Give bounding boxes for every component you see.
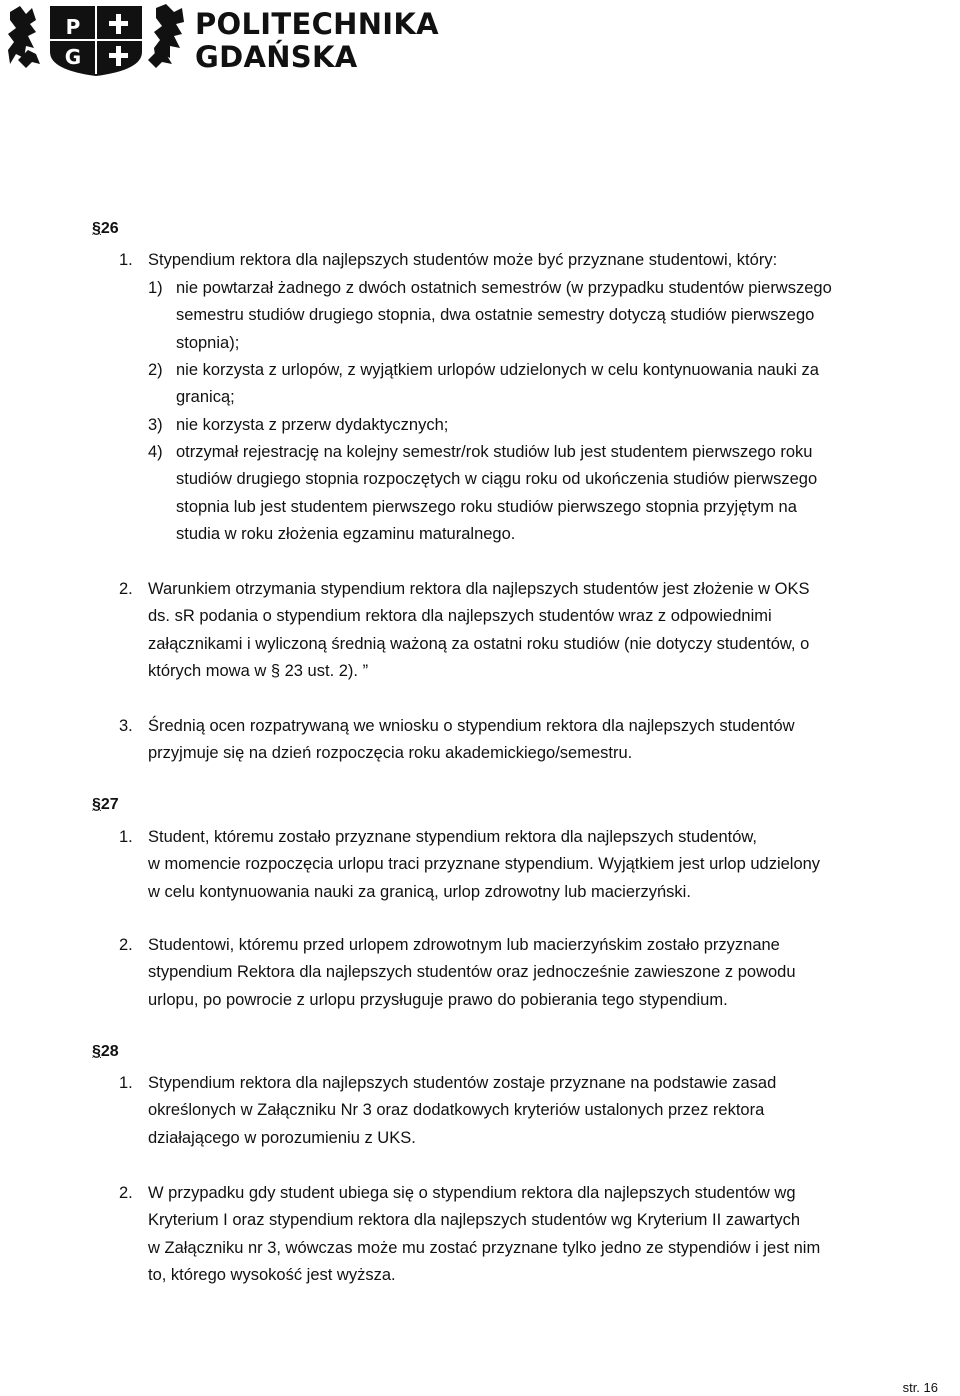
point-text-line: Studentowi, któremu przed urlopem zdrowotnym lub macierzyńskim zostało przyznane: [148, 936, 780, 954]
point-number: 1.: [119, 251, 133, 269]
section-mark: §: [92, 220, 101, 237]
subpoint-text-line: stopnia lub jest studentem pierwszego roku studiów pierwszego stopnia przyjętym na: [176, 497, 797, 516]
logo-wordmark: [195, 8, 439, 74]
point-text-line: załącznikami i wyliczoną średnią ważoną za ostatni roku studiów (nie dotyczy studentów, o: [148, 634, 810, 653]
subpoint-number: 1): [148, 279, 163, 297]
point-text-line: których mowa w § 23 ust. 2). ”: [148, 661, 369, 680]
logo-line-2: GDAŃSKA: [195, 40, 358, 74]
point-text-line: w Załączniku nr 3, wówczas może mu zostać przyznane tylko jedno ze stypendiów i jest nim: [148, 1238, 821, 1257]
point-text-line: Warunkiem otrzymania stypendium rektora dla najlepszych studentów jest złożenie w OKS: [148, 580, 810, 598]
point-text-line: Kryterium I oraz stypendium rektora dla najlepszych studentów wg Kryterium II zawartych: [148, 1211, 801, 1230]
point-text-line: to, którego wysokość jest wyższa.: [148, 1265, 396, 1284]
point-text-line: Stypendium rektora dla najlepszych studentów może być przyznane studentowi, który:: [148, 251, 778, 269]
subpoint-text-line: stopnia);: [176, 333, 240, 352]
point-text-line: w celu kontynuowania nauki za granicą, urlop zdrowotny lub macierzyński.: [148, 882, 691, 901]
shield-letter-g: G: [64, 45, 82, 69]
subpoint-text-line: nie powtarzał żadnego z dwóch ostatnich semestrów (w przypadku studentów pierwszego: [176, 279, 832, 297]
university-logo: [6, 2, 439, 78]
point-number: 1.: [119, 828, 133, 846]
page-number: str. 16: [902, 1380, 938, 1395]
subpoint-number: 3): [148, 416, 163, 434]
subpoint-number: 4): [148, 443, 163, 461]
section-heading: [92, 1043, 119, 1061]
point-text-line: Średnią ocen rozpatrywaną we wniosku o stypendium rektora dla najlepszych studentów: [148, 717, 795, 735]
subpoint-text-line: otrzymał rejestrację na kolejny semestr/rok studiów lub jest studentem pierwszego roku: [176, 443, 813, 461]
point-text-line: w momencie rozpoczęcia urlopu traci przyznane stypendium. Wyjątkiem jest urlop udzielony: [148, 855, 821, 874]
point-text-line: określonych w Załączniku Nr 3 oraz dodatkowych kryteriów ustalonych przez rektora: [148, 1101, 765, 1120]
section-number: 28: [100, 1043, 119, 1060]
university-emblem-icon: [6, 2, 191, 78]
shield-letter-p: P: [65, 15, 81, 39]
point-number: 2.: [119, 1184, 133, 1202]
subpoint-text-line: studia w roku złożenia egzaminu maturalnego.: [176, 524, 516, 543]
subpoint-text-line: nie korzysta z przerw dydaktycznych;: [176, 416, 449, 434]
section-mark: §: [92, 796, 101, 813]
point-number: 2.: [119, 936, 133, 954]
point-number: 2.: [119, 580, 133, 598]
point-text-line: przyjmuje się na dzień rozpoczęcia roku akademickiego/semestru.: [148, 744, 633, 763]
point-text-line: urlopu, po powrocie z urlopu przysługuje prawo do pobierania tego stypendium.: [148, 990, 728, 1009]
point-text-line: ds. sR podania o stypendium rektora dla najlepszych studentów wraz z odpowiednimi: [148, 607, 772, 626]
subpoint-number: 2): [148, 361, 163, 379]
subpoint-text-line: semestru studiów drugiego stopnia, dwa ostatnie semestry dotyczą studiów pierwszego: [176, 306, 815, 325]
section-number: 27: [100, 796, 119, 813]
subpoint-text-line: studiów drugiego stopnia rozpoczętych w ciągu roku od ukończenia studiów pierwszego: [176, 470, 818, 489]
point-text-line: W przypadku gdy student ubiega się o stypendium rektora dla najlepszych studentów wg: [148, 1184, 796, 1202]
subpoint-text-line: nie korzysta z urlopów, z wyjątkiem urlopów udzielonych w celu kontynuowania nauki za: [176, 361, 819, 379]
point-text-line: stypendium Rektora dla najlepszych studentów oraz jednocześnie zawieszone z powodu: [148, 963, 796, 982]
point-text-line: Student, któremu zostało przyznane stypendium rektora dla najlepszych studentów,: [148, 828, 758, 846]
section-mark: §: [92, 1043, 101, 1060]
point-number: 3.: [119, 717, 133, 735]
section-heading: [92, 796, 119, 814]
point-text-line: działającego w porozumieniu z UKS.: [148, 1128, 416, 1147]
subpoint-text-line: granicą;: [176, 388, 235, 407]
point-number: 1.: [119, 1074, 133, 1092]
section-number: 26: [100, 220, 119, 237]
logo-line-1: POLITECHNIKA: [195, 7, 439, 41]
section-heading: [92, 220, 119, 238]
point-text-line: Stypendium rektora dla najlepszych studentów zostaje przyznane na podstawie zasad: [148, 1074, 777, 1092]
